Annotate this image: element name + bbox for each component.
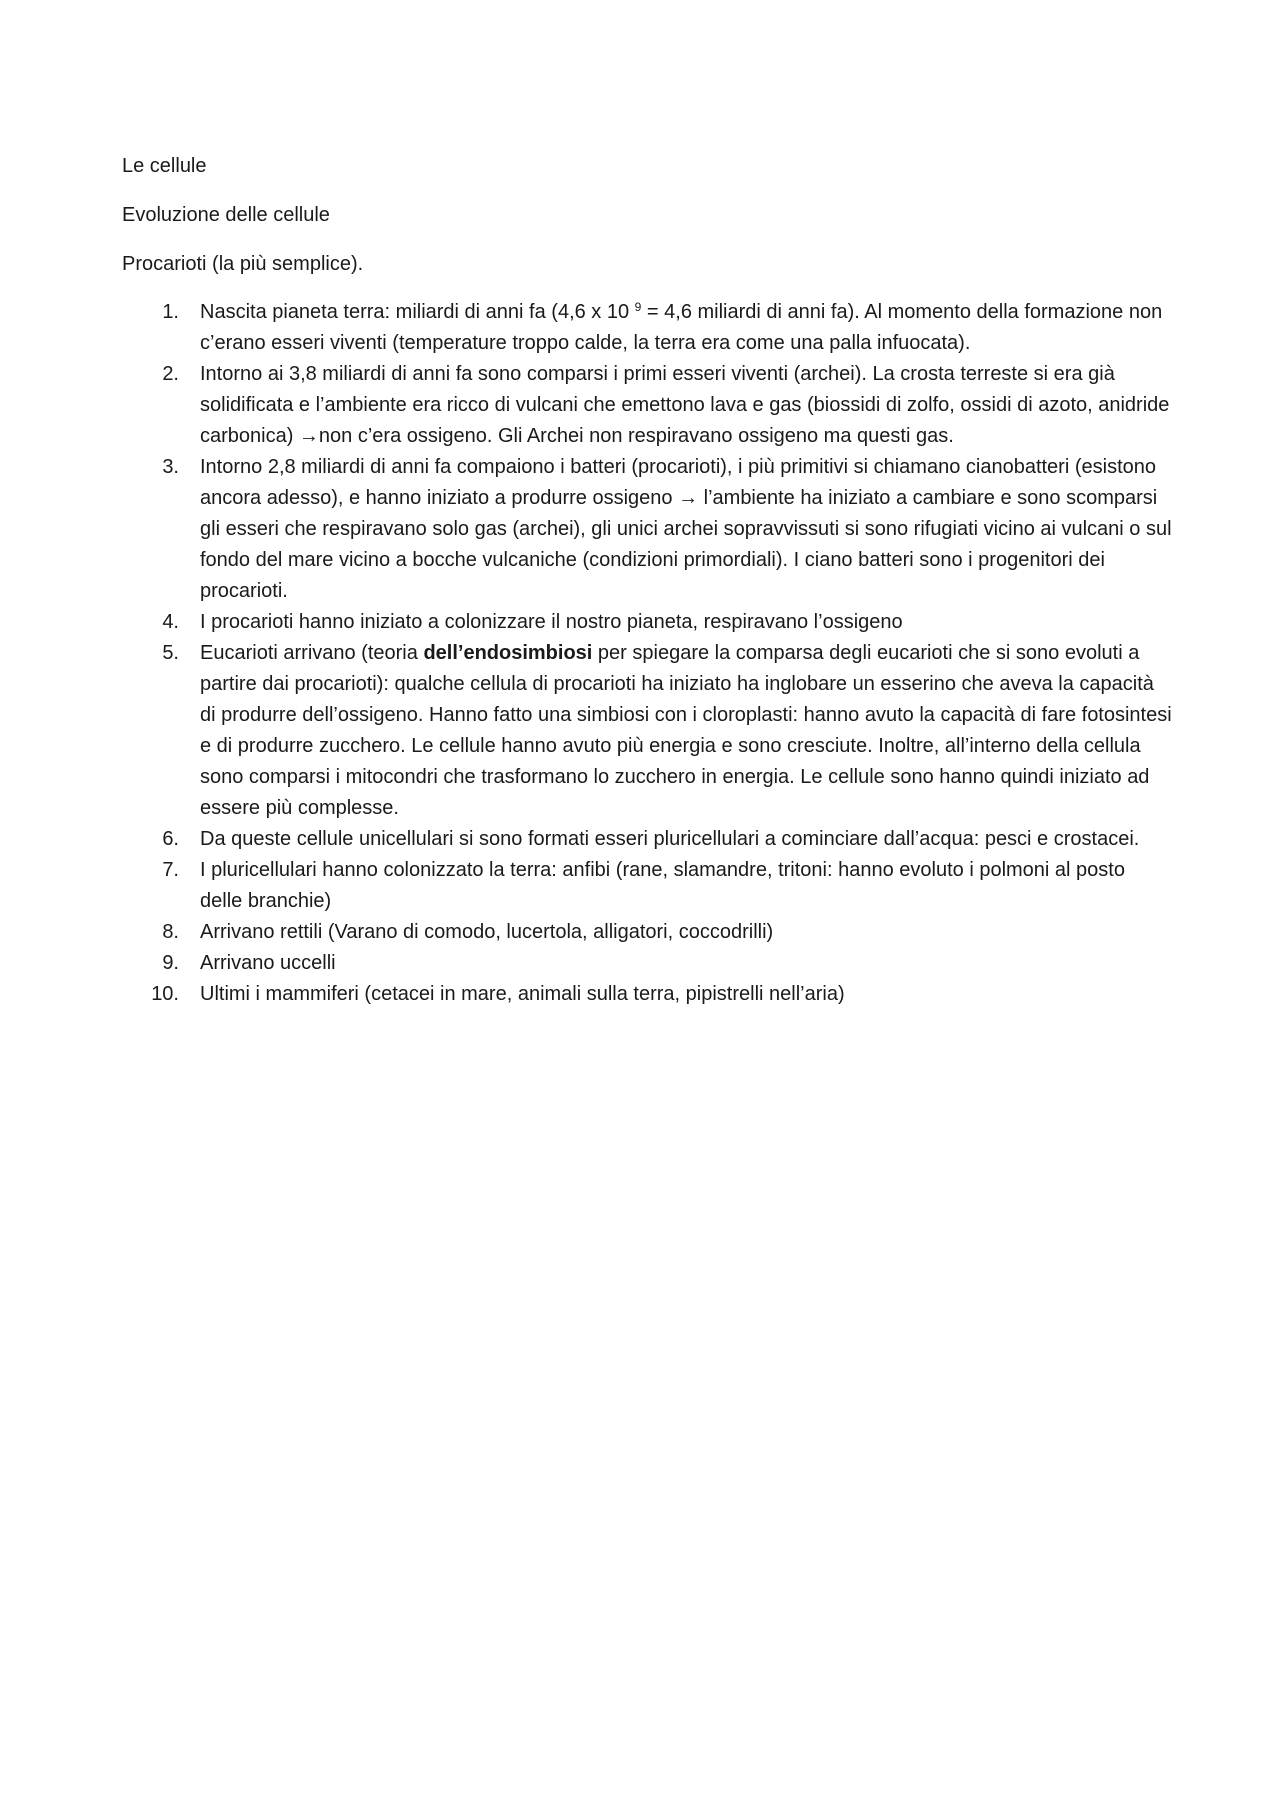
text-segment: Intorno ai 3,8 miliardi di anni fa sono comparsi i primi esseri viventi (archei). La crosta terreste si era già solidificata e l’ambiente era ricco di vulcani che emettono lava e gas (biossidi di zolfo, ossidi di azoto, anidride carbonica) →non c’era ossigeno. Gli Archei non respiravano ossigeno ma questi gas. [200, 363, 1170, 447]
list-item-number: 10. [151, 983, 179, 1005]
text-segment: Intorno 2,8 miliardi di anni fa compaiono i batteri (procarioti), i più primitivi si chiamano cianobatteri (esistono ancora adesso), e hanno iniziato a produrre ossigeno → l’ambiente ha iniziato a cambiare e sono scomparsi gli esseri che respiravano solo gas (archei), gli unici archei sopravvissuti si sono rifugiati vicino ai vulcani o sul fondo del mare vicino a bocche vulcaniche (condizioni primordiali). I ciano batteri sono i progenitori dei procarioti. [200, 456, 1172, 602]
list-item-number: 6. [162, 828, 179, 850]
list-item-text [200, 828, 1139, 850]
list-item-text [200, 301, 1162, 354]
list-item [122, 452, 1172, 607]
superscript-text: 9 [634, 300, 642, 314]
document-title: Le cellule [122, 155, 207, 177]
list-item [122, 607, 1172, 638]
list-item-text [200, 363, 1169, 447]
subsection-heading: Procarioti (la più semplice). [122, 253, 364, 275]
text-segment: Arrivano uccelli [200, 952, 336, 974]
bold-text: dell’endosimbiosi [423, 642, 593, 664]
list-item-number: 8. [162, 921, 179, 943]
text-segment: Da queste cellule unicellulari si sono formati esseri pluricellulari a cominciare dall’acqua: pesci e crostacei. [200, 828, 1140, 850]
text-segment: per spiegare la comparsa degli eucarioti che si sono evoluti a partire dai procarioti): qualche cellula di procarioti ha iniziato ha inglobare un esserino che aveva la capacità di produrre dell’ossigeno. Hanno fatto una simbiosi con i cloroplasti: hanno avuto la capacità di fare fotosintesi e di produrre zucchero. Le cellule hanno avuto più energia e sono cresciute. Inoltre, all’interno della cellula sono comparsi i mitocondri che trasformano lo zucchero in energia. Le cellule sono hanno quindi iniziato ad essere più complesse. [200, 642, 1172, 819]
list-item-number: 7. [162, 859, 179, 881]
list-item-text [200, 859, 1125, 912]
list-item [122, 855, 1172, 917]
text-segment: Eucarioti arrivano (teoria [200, 642, 424, 664]
text-segment: Arrivano rettili (Varano di comodo, lucertola, alligatori, coccodrilli) [200, 921, 774, 943]
text-segment: Ultimi i mammiferi (cetacei in mare, animali sulla terra, pipistrelli nell’aria) [200, 983, 845, 1005]
numbered-list [122, 297, 1172, 1010]
list-item-number: 1. [162, 301, 179, 323]
list-item-number: 5. [162, 642, 179, 664]
list-item-text [200, 456, 1172, 602]
list-item-text [200, 952, 336, 974]
list-item-text [200, 642, 1172, 819]
text-segment: Nascita pianeta terra: miliardi di anni fa (4,6 x 10 [200, 301, 635, 323]
list-item-text [200, 611, 903, 633]
text-segment: I pluricellulari hanno colonizzato la terra: anfibi (rane, slamandre, tritoni: hanno evoluto i polmoni al posto delle branchie) [200, 859, 1125, 912]
list-item [122, 824, 1172, 855]
list-item [122, 948, 1172, 979]
list-item-number: 4. [162, 611, 179, 633]
text-segment: I procarioti hanno iniziato a colonizzare il nostro pianeta, respiravano l’ossigeno [200, 611, 903, 633]
list-item-number: 2. [162, 363, 179, 385]
section-heading: Evoluzione delle cellule [122, 204, 330, 226]
text-segment: = 4,6 miliardi di anni fa). Al momento della formazione non c’erano esseri viventi (temperature troppo calde, la terra era come una palla infuocata). [200, 301, 1163, 354]
list-item-number: 3. [162, 456, 179, 478]
list-item [122, 359, 1172, 452]
list-item-text [200, 921, 773, 943]
list-item-number: 9. [162, 952, 179, 974]
list-item-text [200, 983, 845, 1005]
list-item [122, 638, 1172, 824]
list-item [122, 917, 1172, 948]
list-item [122, 979, 1172, 1010]
list-item [122, 297, 1172, 359]
